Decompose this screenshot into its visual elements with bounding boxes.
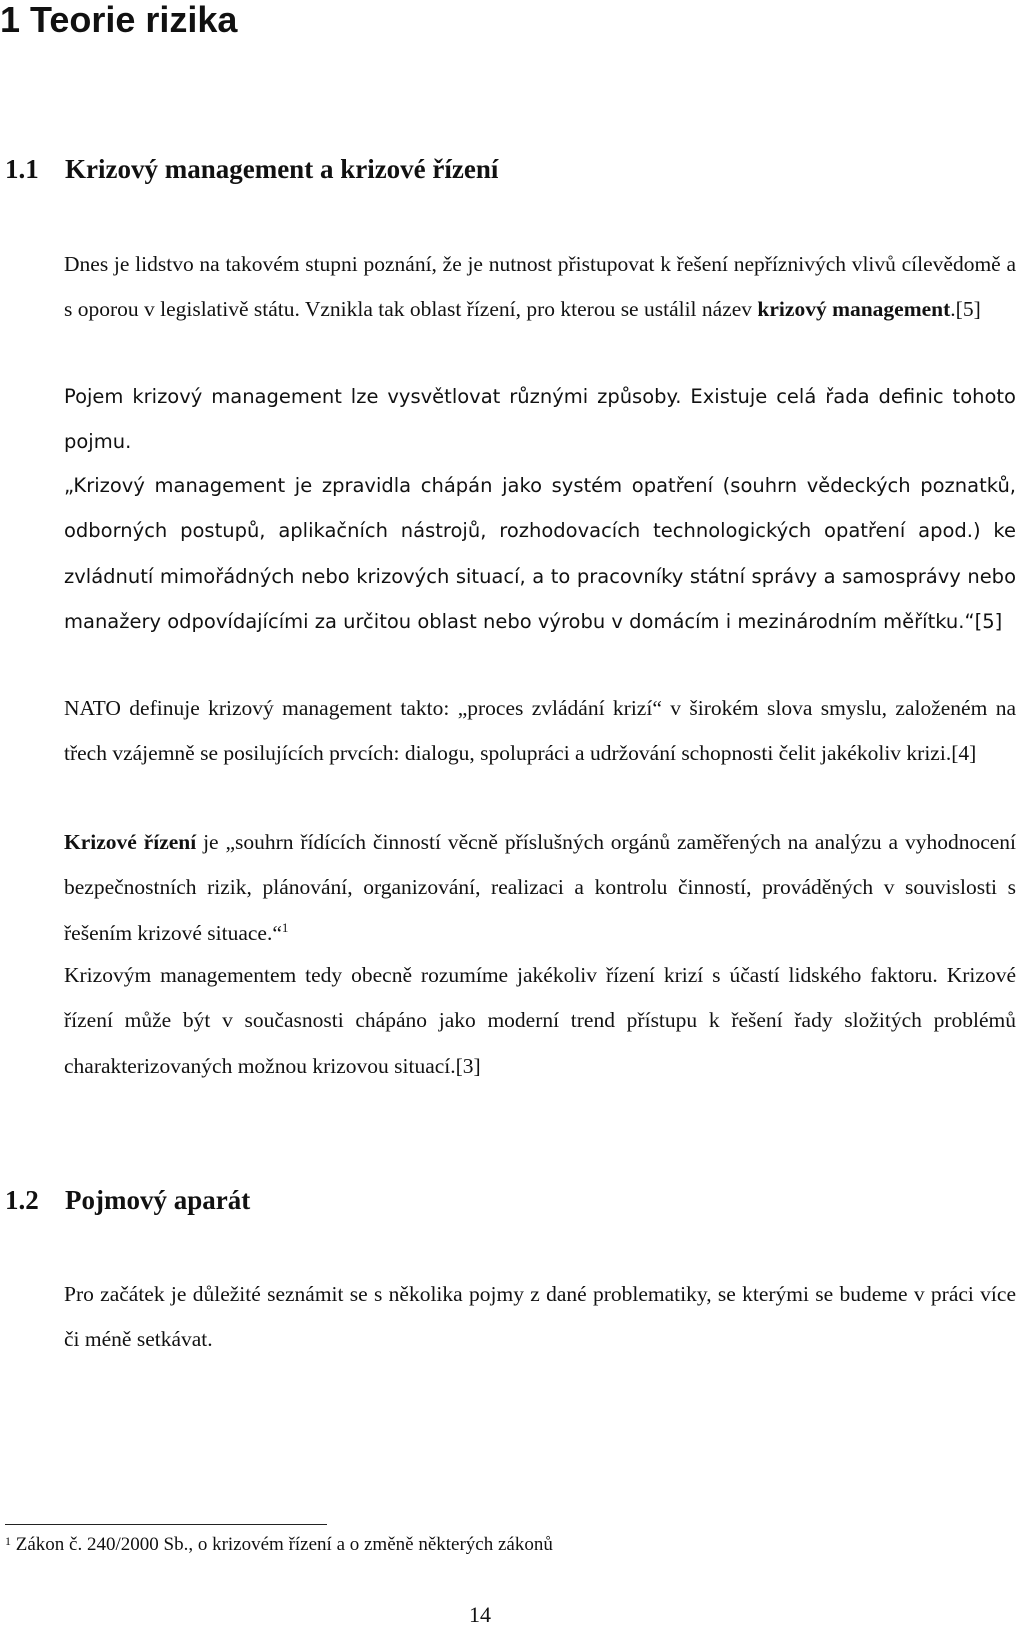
term-krizovy-management: krizový management [757,296,951,321]
citation: .[5] [950,296,981,321]
paragraph-quote-definition: „Krizový management je zpravidla chápán jako systém opatření (souhrn vědeckých poznatků, odborných postupů, aplikačních nástrojů, rozhodovacích technologických opatření apod.) ke zvládnutí mimořádných nebo krizových situací, a to pracovníky státní správy a samosprávy nebo manažery odpovídajícími za určitou oblast nebo výrobu v domácím i mezinárodním měřítku.“[5] [64,474,1016,634]
section-title: Pojmový aparát [65,1185,251,1215]
paragraph-text: Dnes je lidstvo na takovém stupni poznání, že je nutnost přistupovat k řešení nepříznivých vlivů cílevědomě a s oporou v legislativě státu. Vznikla tak oblast řízení, pro kterou se ustálil název [64,252,1016,321]
footnote-marker: 1 [5,1534,11,1548]
chapter-title: 1 Teorie rizika [0,0,238,40]
footnote [5,1532,553,1558]
paragraph-pojem: Pojem krizový management lze vysvětlovat různými způsoby. Existuje celá řada definic tohoto pojmu. [64,385,1016,453]
section-heading-1-2 [5,1184,250,1216]
paragraph-summary: Krizovým managementem tedy obecně rozumíme jakékoliv řízení krizí s účastí lidského faktoru. Krizové řízení může být v současnosti chápáno jako moderní trend přístupu k řešení řady složitých problémů charakterizovaných možnou krizovou situací.[3] [64,963,1016,1078]
section-number: 1.1 [5,154,39,184]
section-heading-1-1 [5,153,498,185]
paragraph-text: je „souhrn řídících činností věcně příslušných orgánů zaměřených na analýzu a vyhodnocení bezpečnostních rizik, plánování, organizování, realizaci a kontrolu činností, prováděných v souvislosti s řešením krizové situace.“ [64,830,1016,945]
term-krizove-rizeni: Krizové řízení [64,830,197,854]
paragraph-intro [5,242,1016,331]
footnote-text: Zákon č. 240/2000 Sb., o krizovém řízení a o změně některých zákonů [11,1534,553,1555]
paragraph-nato-definition: NATO definuje krizový management takto: „proces zvládání krizí“ v širokém slova smyslu, založeném na třech vzájemně se posilujících prvcích: dialogu, spolupráci a udržování schopnosti čelit jakékoliv krizi.[4] [64,696,1016,766]
page-number: 14 [469,1602,491,1627]
paragraph-krizove-rizeni [5,820,1016,956]
section-number: 1.2 [5,1185,39,1215]
section-title: Krizový management a krizové řízení [65,154,499,184]
footnote-separator [5,1524,327,1525]
footnote-reference: 1 [281,919,289,935]
paragraph-pojmovy-aparat: Pro začátek je důležité seznámit se s několika pojmy z dané problematiky, se kterými se budeme v práci více či méně setkávat. [64,1282,1016,1352]
